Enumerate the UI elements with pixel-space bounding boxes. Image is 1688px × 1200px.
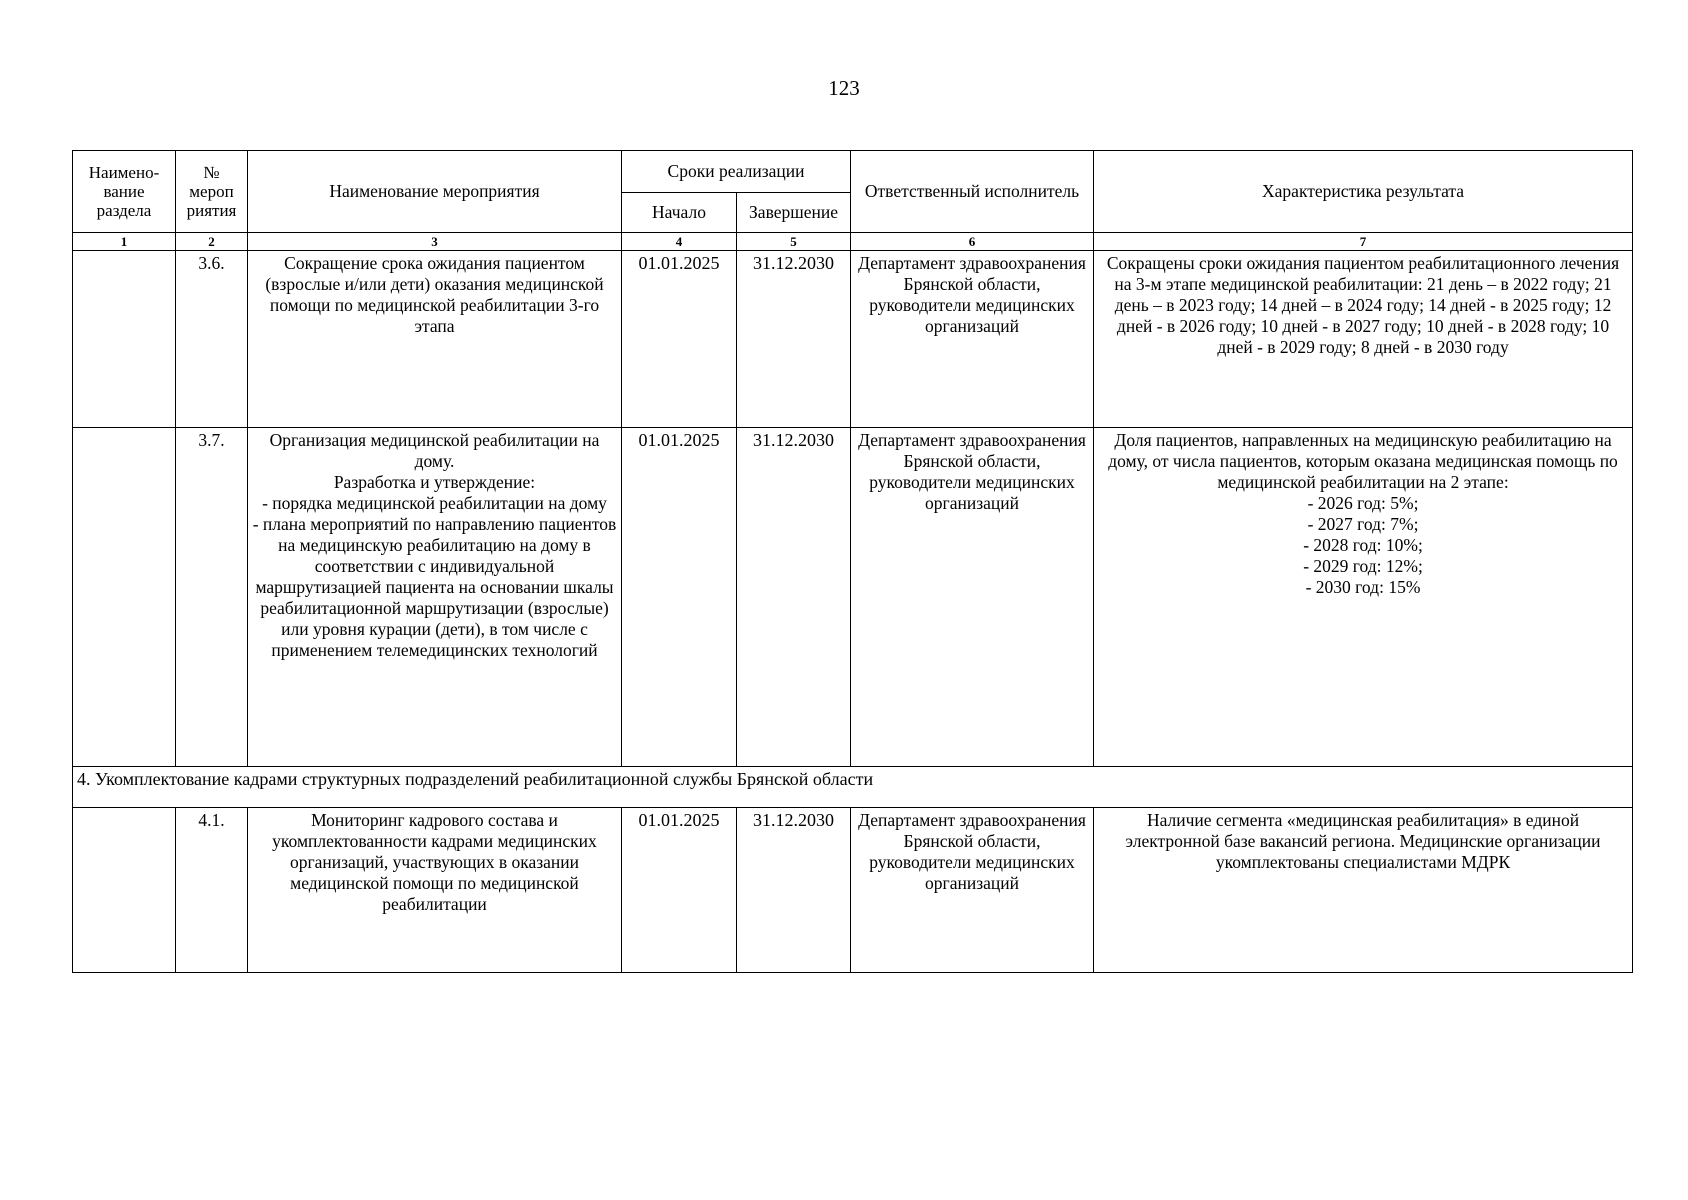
row-start-cell: 01.01.2025 bbox=[622, 808, 737, 973]
row-responsible-cell: Департамент здравоохранения Брянской области, руководители медицинских организаций bbox=[851, 251, 1094, 428]
row-responsible-cell: Департамент здравоохранения Брянской области, руководители медицинских организаций bbox=[851, 808, 1094, 973]
row-number-cell: 3.6. bbox=[176, 251, 248, 428]
row-result-line: - 2026 год: 5%; bbox=[1307, 493, 1419, 513]
table-header bbox=[73, 151, 1633, 233]
row-result-line: - 2030 год: 15% bbox=[1305, 577, 1421, 597]
row-result-cell bbox=[1094, 428, 1633, 767]
column-number: 3 bbox=[248, 233, 622, 251]
table-row bbox=[73, 251, 1633, 428]
row-result-cell: Сокращены сроки ожидания пациентом реабилитационного лечения на 3-м этапе медицинской реабилитации: 21 день – в 2022 году; 21 день – в 2023 году; 14 дней – в 2024 году; 14 дней - в 2025 году; 12 дней - в 2026 году; 10 дней - в 2027 году; 10 дней - в 2028 году; 10 дней - в 2029 году; 8 дней - в 2030 году bbox=[1094, 251, 1633, 428]
row-end-cell: 31.12.2030 bbox=[737, 428, 851, 767]
row-section-cell bbox=[73, 808, 176, 973]
header-number: № мероп риятия bbox=[176, 151, 248, 233]
row-result-cell: Наличие сегмента «медицинская реабилитация» в единой электронной базе вакансий региона. Медицинские организации укомплектованы специалистами МДРК bbox=[1094, 808, 1633, 973]
header-end: Завершение bbox=[737, 193, 851, 233]
row-name-cell: Сокращение срока ожидания пациентом (взрослые и/или дети) оказания медицинской помощи по медицинской реабилитации 3-го этапа bbox=[248, 251, 622, 428]
row-result-line: - 2027 год: 7%; bbox=[1307, 514, 1419, 534]
header-section: Наимено-вание раздела bbox=[73, 151, 176, 233]
header-name: Наименование мероприятия bbox=[248, 151, 622, 233]
header-responsible: Ответственный исполнитель bbox=[851, 151, 1094, 233]
column-number: 7 bbox=[1094, 233, 1633, 251]
row-number-cell: 4.1. bbox=[176, 808, 248, 973]
row-start-cell: 01.01.2025 bbox=[622, 251, 737, 428]
row-section-cell bbox=[73, 251, 176, 428]
row-name-cell: Мониторинг кадрового состава и укомплектованности кадрами медицинских организаций, участвующих в оказании медицинской помощи по медицинской реабилитации bbox=[248, 808, 622, 973]
table-row bbox=[73, 808, 1633, 973]
header-period: Сроки реализации bbox=[622, 151, 851, 193]
column-number: 6 bbox=[851, 233, 1094, 251]
column-number: 5 bbox=[737, 233, 851, 251]
column-number: 2 bbox=[176, 233, 248, 251]
row-name-line: Разработка и утверждение: bbox=[333, 472, 536, 492]
activities-table bbox=[72, 150, 1633, 973]
row-result-line: - 2028 год: 10%; bbox=[1303, 535, 1423, 555]
table-row bbox=[73, 428, 1633, 767]
section-heading-row bbox=[73, 767, 1633, 808]
row-name-line: - порядка медицинской реабилитации на дому bbox=[262, 493, 607, 513]
row-number-cell: 3.7. bbox=[176, 428, 248, 767]
header-start: Начало bbox=[622, 193, 737, 233]
row-responsible-cell: Департамент здравоохранения Брянской области, руководители медицинских организаций bbox=[851, 428, 1094, 767]
header-result: Характеристика результата bbox=[1094, 151, 1633, 233]
column-number: 4 bbox=[622, 233, 737, 251]
row-start-cell: 01.01.2025 bbox=[622, 428, 737, 767]
row-name-line: - плана мероприятий по направлению пациентов на медицинскую реабилитацию на дому в соответствии с индивидуальной маршрутизацией пациента на основании шкалы реабилитационной маршрутизации (взрослые) или уровня курации (дети), в том числе с применением телемедицинских технологий bbox=[252, 514, 617, 660]
section-heading: 4. Укомплектование кадрами структурных подразделений реабилитационной службы Брянской области bbox=[73, 767, 1633, 808]
row-result-line: - 2029 год: 12%; bbox=[1303, 556, 1423, 576]
row-section-cell bbox=[73, 428, 176, 767]
row-result-line: Доля пациентов, направленных на медицинскую реабилитацию на дому, от числа пациентов, которым оказана медицинская помощь по медицинской реабилитации на 2 этапе: bbox=[1108, 430, 1618, 492]
row-end-cell: 31.12.2030 bbox=[737, 808, 851, 973]
page-number: 123 bbox=[828, 76, 860, 100]
row-end-cell: 31.12.2030 bbox=[737, 251, 851, 428]
column-number: 1 bbox=[73, 233, 176, 251]
row-name-line: Организация медицинской реабилитации на дому. bbox=[269, 430, 600, 471]
row-name-cell bbox=[248, 428, 622, 767]
column-numbers-row bbox=[73, 233, 1633, 251]
